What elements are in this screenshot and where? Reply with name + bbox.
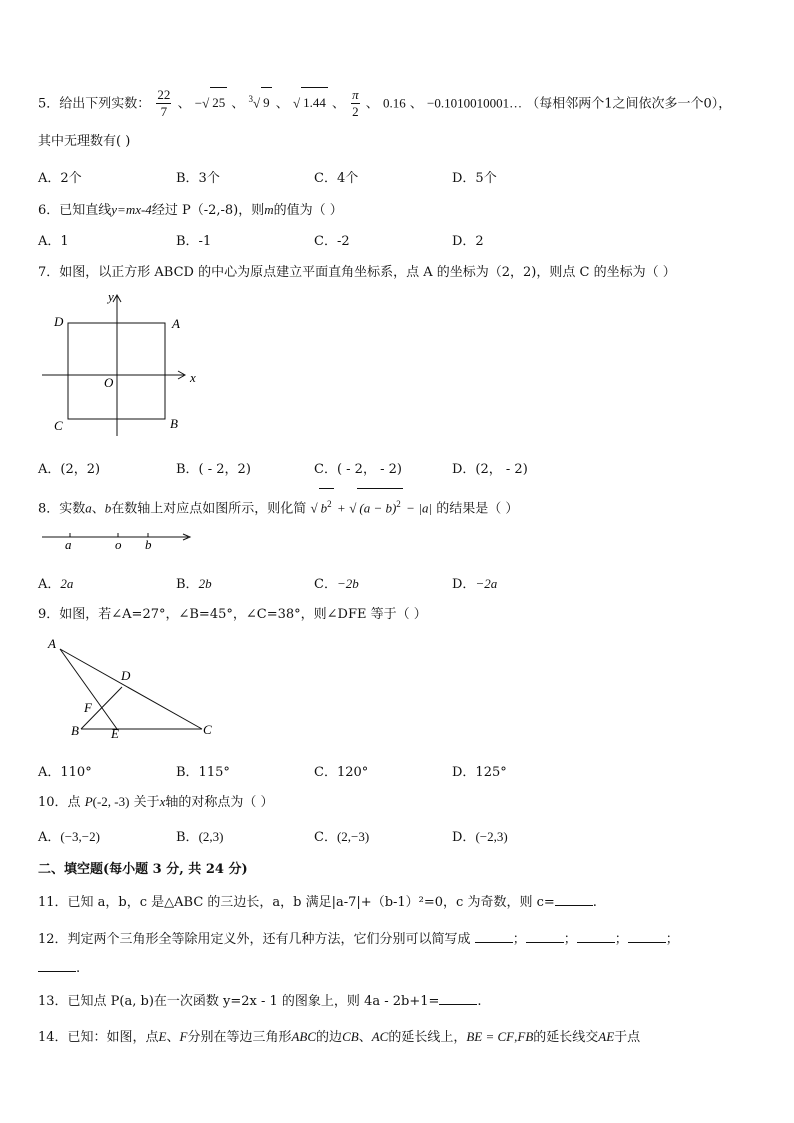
q8-sup: 2: [327, 499, 332, 509]
q11-text: 11．已知 a，b，c 是△ABC 的三边长，a，b 满足|a-7|+（b-1）²=0，c 为奇数，则 c=: [38, 895, 555, 910]
q9-option-d[interactable]: D．125°: [452, 765, 507, 780]
q9-option-a[interactable]: A．110°: [38, 765, 92, 780]
question-13: [38, 990, 482, 1009]
section-2-heading: [38, 858, 248, 877]
q8-option-a[interactable]: [38, 573, 73, 592]
q6-expr: y=mx-4: [111, 202, 152, 217]
q14-text-f: 于点: [614, 1030, 641, 1045]
q8-text-c: 的结果是（ ）: [436, 501, 519, 517]
q10-option-c[interactable]: [314, 826, 369, 845]
question-5-line1: [38, 84, 732, 120]
q8-option-c[interactable]: [314, 573, 359, 592]
q14-sep: 、: [358, 1030, 372, 1045]
radical-sign: √: [253, 95, 261, 111]
q14-text-e: 的延长线交: [533, 1030, 599, 1045]
q10-option-a[interactable]: [38, 826, 100, 845]
option-value: (−2,3): [475, 829, 508, 844]
q14-text-d: 的延长线上，: [388, 1030, 467, 1045]
q8-option-d[interactable]: [452, 573, 497, 592]
q8-a-minus-b: (a − b): [359, 500, 397, 516]
q14-ac: AC: [371, 1029, 389, 1044]
q10-x: x: [159, 794, 166, 809]
q14-e: E: [158, 1029, 167, 1044]
label-f: F: [84, 700, 92, 715]
sep: 、: [177, 96, 191, 112]
q6-text-c: 的值为（ ）: [273, 203, 343, 218]
label-x: x: [190, 370, 196, 385]
q12-sep: ；: [563, 932, 577, 947]
q8-text-b: 在数轴上对应点如图所示，则化简: [111, 501, 307, 517]
q8-option-b[interactable]: [176, 573, 212, 592]
answer-blank-4[interactable]: [628, 929, 666, 943]
label-d: D: [54, 314, 64, 329]
q7-option-c[interactable]: C．( - 2， - 2): [314, 462, 402, 477]
q5-option-a[interactable]: A．2个: [38, 171, 82, 186]
option-value: (2,−3): [336, 829, 370, 844]
option-value: 2a: [60, 576, 74, 591]
answer-blank[interactable]: [555, 892, 593, 906]
q10-coords: (-2, -3): [92, 794, 130, 809]
q7-text: 7．如图，以正方形 ABCD 的中心为原点建立平面直角坐标系，点 A 的坐标为（2，2)，则点 C 的坐标为（ ）: [38, 265, 676, 280]
sqrt-b-squared: [319, 488, 334, 523]
q12-sep: ；: [665, 932, 679, 947]
option-value: 2b: [198, 576, 212, 591]
q8-var-a: a: [85, 500, 92, 516]
q12-sep: ；: [614, 932, 628, 947]
q14-text-a: 14．已知：如图，点: [38, 1030, 159, 1045]
q5-option-b[interactable]: B．3个: [176, 171, 220, 186]
q12-text: 12．判定两个三角形全等除用定义外，还有几种方法，它们分别可以简写成: [38, 932, 471, 947]
question-5-line2: [38, 130, 130, 149]
frac-num: π: [352, 87, 359, 103]
q5-option-c[interactable]: C．4个: [314, 171, 359, 186]
q5-note: （每相邻两个1之间依次多一个0），: [526, 96, 732, 112]
q7-option-b[interactable]: B．( - 2，2): [176, 462, 251, 477]
q14-cb: CB: [342, 1029, 359, 1044]
fraction-22-7: [156, 87, 171, 120]
q5-option-d[interactable]: D．5个: [452, 171, 497, 186]
sep: 、: [331, 96, 345, 112]
segment-ae: [60, 649, 117, 729]
radical-sign: √: [292, 95, 301, 111]
label-c: C: [203, 722, 212, 737]
cbrt-9: 9: [261, 87, 272, 118]
radical-sign: √: [349, 500, 357, 516]
question-12-line2: [38, 958, 80, 976]
q6-option-a[interactable]: A．1: [38, 234, 69, 249]
radical-sign: √: [310, 500, 318, 516]
sqrt-25: 25: [210, 87, 227, 118]
label-e: E: [111, 726, 119, 741]
q10-point-p: P: [84, 794, 93, 809]
q10-option-b[interactable]: [176, 826, 223, 845]
fraction-pi-2: [351, 87, 360, 120]
option-letter: B．: [176, 830, 199, 845]
q6-option-c[interactable]: C．-2: [314, 234, 350, 249]
cbrt-index: 3: [248, 94, 253, 104]
question-8: [38, 488, 518, 518]
question-12: [38, 928, 679, 947]
q8-abs-a: |a|: [418, 500, 433, 516]
q6-option-b[interactable]: B．-1: [176, 234, 212, 249]
answer-blank-2[interactable]: [526, 929, 564, 943]
q14-comma: ,: [514, 1029, 518, 1044]
answer-blank-3[interactable]: [577, 929, 615, 943]
q9-option-b[interactable]: B．115°: [176, 765, 230, 780]
sep: 、: [365, 96, 379, 112]
sep: 、: [409, 96, 423, 112]
q5-prefix: 5．给出下列实数：: [38, 96, 151, 112]
option-value: (2,3): [198, 829, 224, 844]
q8-sup: 2: [396, 499, 401, 509]
sqrt-144: 1.44: [301, 87, 328, 118]
q6-m: m: [264, 202, 274, 217]
label-b: B: [71, 723, 79, 738]
q5-line2-text: 其中无理数有( ): [38, 134, 131, 149]
square-coordinate-figure: [38, 288, 218, 443]
q13-end: .: [477, 994, 482, 1009]
q6-text-a: 6．已知直线: [38, 203, 112, 218]
answer-blank-1[interactable]: [475, 929, 513, 943]
option-letter: D．: [452, 830, 476, 845]
question-14: [38, 1026, 640, 1045]
q14-text-b: 分别在等边三角形: [187, 1030, 292, 1045]
option-letter: C．: [314, 830, 337, 845]
q8-b: b: [320, 500, 328, 516]
option-value: (−3,−2): [60, 829, 100, 844]
frac-den: 7: [160, 104, 168, 120]
sep: 、: [275, 96, 289, 112]
option-value: −2b: [336, 576, 359, 591]
question-11: [38, 891, 597, 910]
q12-end: .: [76, 961, 81, 976]
minus-sign: −: [194, 95, 203, 111]
segment-ac: [60, 649, 202, 729]
q8-comma: 、: [91, 501, 105, 517]
sqrt-a-minus-b-squared: [357, 488, 402, 523]
label-b: b: [145, 537, 152, 552]
q8-minus: −: [406, 500, 415, 516]
label-a: A: [48, 636, 56, 651]
section-2-title: 二、填空题(每小题 3 分, 共 24 分): [38, 862, 248, 877]
label-a: a: [65, 537, 72, 552]
triangle-figure: [44, 634, 234, 744]
question-10: [38, 791, 274, 810]
option-letter: A．: [38, 577, 61, 592]
q8-plus: +: [337, 500, 346, 516]
q7-option-a[interactable]: A．(2，2): [38, 462, 101, 477]
q8-text-a: 8．实数: [38, 501, 86, 517]
frac-num: 22: [157, 87, 171, 103]
q12-sep: ；: [512, 932, 526, 947]
q7-option-d[interactable]: D．(2， - 2): [452, 462, 528, 477]
q14-f: F: [179, 1029, 188, 1044]
label-o: o: [115, 537, 122, 552]
q6-text-b: 经过 P（-2,-8)，则: [151, 203, 265, 218]
label-y: y: [108, 289, 114, 304]
q8-var-b: b: [104, 500, 112, 516]
q10-option-d[interactable]: [452, 826, 508, 845]
q10-text-c: 轴的对称点为（ ）: [165, 795, 274, 810]
label-c: C: [54, 418, 63, 433]
q14-fb: FB: [517, 1029, 534, 1044]
q14-eq: BE = CF: [466, 1029, 515, 1044]
option-letter: D．: [452, 577, 476, 592]
number-line-figure: [38, 525, 203, 555]
option-letter: B．: [176, 577, 199, 592]
q10-text-a: 10．点: [38, 795, 81, 810]
label-a: A: [172, 316, 180, 331]
radical-sign: √: [202, 95, 210, 111]
question-6: [38, 199, 343, 218]
question-7: [38, 261, 676, 280]
q13-text: 13．已知点 P(a, b)在一次函数 y=2x - 1 的图象上，则 4a - 2b+1=: [38, 994, 440, 1009]
q9-text: 9．如图，若∠A=27°，∠B=45°，∠C=38°，则∠DFE 等于（ ）: [38, 607, 427, 622]
option-letter: C．: [314, 577, 337, 592]
option-value: −2a: [475, 576, 498, 591]
q14-abc: ABC: [291, 1029, 317, 1044]
repeating-decimal: 0.16: [382, 95, 406, 111]
label-b: B: [170, 416, 178, 431]
frac-den: 2: [352, 104, 359, 120]
question-9: [38, 603, 427, 622]
option-letter: A．: [38, 830, 61, 845]
q10-text-b: 关于: [133, 795, 160, 810]
sep: 、: [231, 96, 245, 112]
q11-end: .: [592, 895, 597, 910]
q14-text-c: 的边: [316, 1030, 343, 1045]
q9-option-c[interactable]: C．120°: [314, 765, 369, 780]
label-o: O: [104, 375, 114, 390]
q14-sep: 、: [166, 1030, 180, 1045]
q6-option-d[interactable]: D．2: [452, 234, 484, 249]
long-decimal: −0.1010010001…: [426, 95, 523, 111]
answer-blank[interactable]: [439, 991, 477, 1005]
label-d: D: [121, 668, 131, 683]
answer-blank-5[interactable]: [38, 958, 76, 972]
q14-ae: AE: [598, 1029, 615, 1044]
